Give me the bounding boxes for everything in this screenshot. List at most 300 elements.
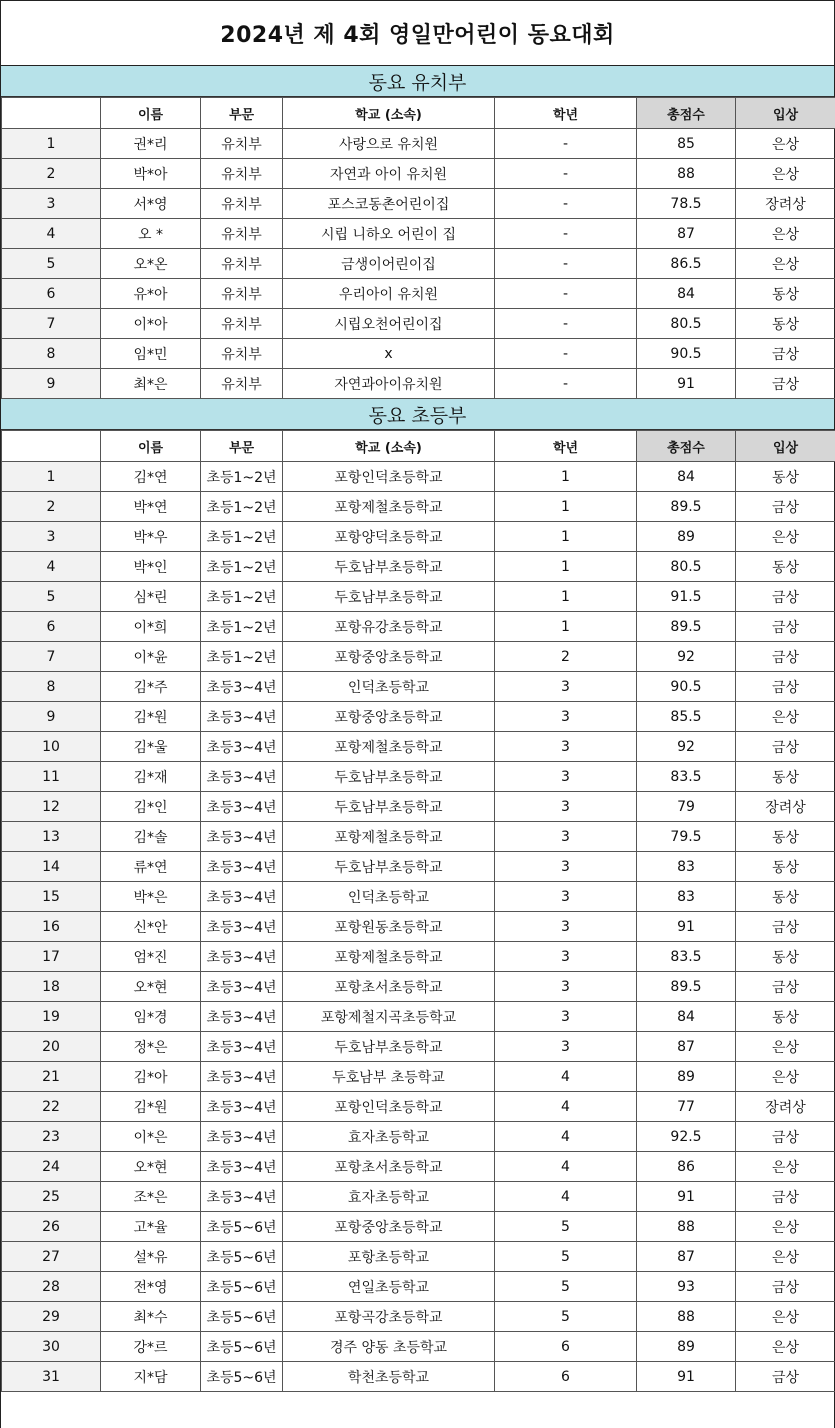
score-cell: 84 <box>637 279 736 309</box>
table-row <box>2 462 835 492</box>
name-cell: 이*아 <box>101 309 201 339</box>
table-row <box>2 942 835 972</box>
table-row <box>2 1032 835 1062</box>
award-cell: 금상 <box>736 672 835 702</box>
score-cell: 87 <box>637 1242 736 1272</box>
name-cell: 김*주 <box>101 672 201 702</box>
name-cell: 오*현 <box>101 1152 201 1182</box>
row-index: 28 <box>2 1272 101 1302</box>
score-cell: 89.5 <box>637 492 736 522</box>
division-cell: 초등5~6년 <box>201 1212 283 1242</box>
row-index: 23 <box>2 1122 101 1152</box>
division-cell: 초등3~4년 <box>201 1122 283 1152</box>
school-cell: 연일초등학교 <box>283 1272 495 1302</box>
grade-cell: 1 <box>495 492 637 522</box>
award-cell: 은상 <box>736 522 835 552</box>
school-cell: 포항인덕초등학교 <box>283 1092 495 1122</box>
division-cell: 초등3~4년 <box>201 762 283 792</box>
school-cell: 포항중앙초등학교 <box>283 702 495 732</box>
score-cell: 86.5 <box>637 249 736 279</box>
name-cell: 박*아 <box>101 159 201 189</box>
school-cell: 시립 니하오 어린이 집 <box>283 219 495 249</box>
score-cell: 91.5 <box>637 582 736 612</box>
award-cell: 장려상 <box>736 1092 835 1122</box>
score-cell: 92 <box>637 732 736 762</box>
award-cell: 금상 <box>736 492 835 522</box>
table-row <box>2 129 835 159</box>
table-row <box>2 1122 835 1152</box>
table-row <box>2 882 835 912</box>
table-row <box>2 582 835 612</box>
name-cell: 지*담 <box>101 1362 201 1392</box>
grade-cell: 1 <box>495 462 637 492</box>
division-cell: 초등3~4년 <box>201 1092 283 1122</box>
name-cell: 이*은 <box>101 1122 201 1152</box>
score-cell: 89 <box>637 1332 736 1362</box>
division-cell: 초등5~6년 <box>201 1332 283 1362</box>
school-cell: 금생이어린이집 <box>283 249 495 279</box>
grade-cell: 5 <box>495 1212 637 1242</box>
name-cell: 고*율 <box>101 1212 201 1242</box>
award-cell: 장려상 <box>736 189 835 219</box>
grade-cell: 5 <box>495 1302 637 1332</box>
school-cell: 우리아이 유치원 <box>283 279 495 309</box>
score-cell: 88 <box>637 1302 736 1332</box>
grade-cell: - <box>495 369 637 399</box>
grade-cell: - <box>495 159 637 189</box>
score-cell: 88 <box>637 159 736 189</box>
table-row <box>2 972 835 1002</box>
score-cell: 84 <box>637 462 736 492</box>
row-index: 9 <box>2 702 101 732</box>
grade-cell: 4 <box>495 1182 637 1212</box>
award-cell: 장려상 <box>736 792 835 822</box>
award-cell: 동상 <box>736 552 835 582</box>
award-cell: 금상 <box>736 582 835 612</box>
award-cell: 은상 <box>736 159 835 189</box>
grade-cell: 1 <box>495 612 637 642</box>
score-cell: 85.5 <box>637 702 736 732</box>
row-index: 22 <box>2 1092 101 1122</box>
row-index: 1 <box>2 129 101 159</box>
table-row <box>2 732 835 762</box>
table-row <box>2 612 835 642</box>
column-header: 입상 <box>736 431 835 462</box>
row-index: 29 <box>2 1302 101 1332</box>
grade-cell: - <box>495 249 637 279</box>
grade-cell: - <box>495 219 637 249</box>
award-cell: 금상 <box>736 972 835 1002</box>
award-cell: 동상 <box>736 279 835 309</box>
name-cell: 심*린 <box>101 582 201 612</box>
row-index: 10 <box>2 732 101 762</box>
grade-cell: 4 <box>495 1062 637 1092</box>
grade-cell: - <box>495 189 637 219</box>
division-cell: 초등1~2년 <box>201 642 283 672</box>
score-cell: 89 <box>637 1062 736 1092</box>
column-header: 학년 <box>495 98 637 129</box>
grade-cell: 3 <box>495 1002 637 1032</box>
row-index: 2 <box>2 492 101 522</box>
name-cell: 신*안 <box>101 912 201 942</box>
school-cell: 포항중앙초등학교 <box>283 1212 495 1242</box>
division-cell: 초등1~2년 <box>201 492 283 522</box>
name-cell: 김*인 <box>101 792 201 822</box>
score-cell: 83.5 <box>637 762 736 792</box>
school-cell: 포항제철초등학교 <box>283 942 495 972</box>
table-row <box>2 1002 835 1032</box>
row-index: 31 <box>2 1362 101 1392</box>
award-cell: 금상 <box>736 369 835 399</box>
name-cell: 최*은 <box>101 369 201 399</box>
column-header: 학교 (소속) <box>283 98 495 129</box>
results-table <box>1 97 835 399</box>
table-header-row <box>2 431 835 462</box>
school-cell: 사랑으로 유치원 <box>283 129 495 159</box>
school-cell: 두호남부초등학교 <box>283 762 495 792</box>
name-cell: 임*민 <box>101 339 201 369</box>
score-cell: 83 <box>637 852 736 882</box>
row-index: 15 <box>2 882 101 912</box>
school-cell: 포항초서초등학교 <box>283 1152 495 1182</box>
name-cell: 류*연 <box>101 852 201 882</box>
row-index: 6 <box>2 279 101 309</box>
school-cell: 포항제철초등학교 <box>283 492 495 522</box>
column-header: 학년 <box>495 431 637 462</box>
row-index: 4 <box>2 552 101 582</box>
award-cell: 금상 <box>736 912 835 942</box>
award-cell: 은상 <box>736 1152 835 1182</box>
name-cell: 오 * <box>101 219 201 249</box>
name-cell: 최*수 <box>101 1302 201 1332</box>
column-header: 부문 <box>201 431 283 462</box>
score-cell: 89 <box>637 522 736 552</box>
award-cell: 동상 <box>736 462 835 492</box>
grade-cell: 1 <box>495 522 637 552</box>
award-cell: 금상 <box>736 732 835 762</box>
score-cell: 91 <box>637 912 736 942</box>
row-index: 19 <box>2 1002 101 1032</box>
column-header: 학교 (소속) <box>283 431 495 462</box>
row-index: 21 <box>2 1062 101 1092</box>
score-cell: 79.5 <box>637 822 736 852</box>
award-cell: 동상 <box>736 762 835 792</box>
award-cell: 동상 <box>736 822 835 852</box>
division-cell: 초등3~4년 <box>201 912 283 942</box>
table-row <box>2 1242 835 1272</box>
school-cell: 포항인덕초등학교 <box>283 462 495 492</box>
school-cell: 포항양덕초등학교 <box>283 522 495 552</box>
row-index: 13 <box>2 822 101 852</box>
score-cell: 90.5 <box>637 672 736 702</box>
grade-cell: 3 <box>495 912 637 942</box>
table-row <box>2 552 835 582</box>
name-cell: 오*온 <box>101 249 201 279</box>
score-cell: 80.5 <box>637 309 736 339</box>
school-cell: 시립오천어린이집 <box>283 309 495 339</box>
division-cell: 초등3~4년 <box>201 852 283 882</box>
table-row <box>2 1092 835 1122</box>
school-cell: 포항초등학교 <box>283 1242 495 1272</box>
name-cell: 정*은 <box>101 1032 201 1062</box>
school-cell: 인덕초등학교 <box>283 672 495 702</box>
section-header: 동요 유치부 <box>1 66 834 97</box>
row-index: 3 <box>2 522 101 552</box>
name-cell: 김*원 <box>101 1092 201 1122</box>
score-cell: 84 <box>637 1002 736 1032</box>
row-index: 25 <box>2 1182 101 1212</box>
score-cell: 92.5 <box>637 1122 736 1152</box>
grade-cell: 3 <box>495 732 637 762</box>
table-row <box>2 1272 835 1302</box>
grade-cell: 4 <box>495 1092 637 1122</box>
name-cell: 설*유 <box>101 1242 201 1272</box>
school-cell: 효자초등학교 <box>283 1122 495 1152</box>
row-index: 12 <box>2 792 101 822</box>
award-cell: 금상 <box>736 1182 835 1212</box>
row-index: 27 <box>2 1242 101 1272</box>
award-cell: 동상 <box>736 882 835 912</box>
grade-cell: 1 <box>495 552 637 582</box>
name-cell: 김*연 <box>101 462 201 492</box>
division-cell: 유치부 <box>201 279 283 309</box>
division-cell: 초등3~4년 <box>201 822 283 852</box>
division-cell: 유치부 <box>201 339 283 369</box>
grade-cell: 3 <box>495 792 637 822</box>
table-row <box>2 642 835 672</box>
name-cell: 김*아 <box>101 1062 201 1092</box>
row-index: 30 <box>2 1332 101 1362</box>
table-row <box>2 309 835 339</box>
row-index: 16 <box>2 912 101 942</box>
score-cell: 83.5 <box>637 942 736 972</box>
award-cell: 은상 <box>736 1062 835 1092</box>
row-index: 8 <box>2 339 101 369</box>
score-cell: 92 <box>637 642 736 672</box>
division-cell: 초등1~2년 <box>201 612 283 642</box>
row-index: 5 <box>2 249 101 279</box>
school-cell: 포항제철초등학교 <box>283 732 495 762</box>
row-index: 20 <box>2 1032 101 1062</box>
school-cell: 포항제철지곡초등학교 <box>283 1002 495 1032</box>
column-header: 부문 <box>201 98 283 129</box>
award-cell: 은상 <box>736 1212 835 1242</box>
row-index: 1 <box>2 462 101 492</box>
award-cell: 금상 <box>736 612 835 642</box>
division-cell: 초등3~4년 <box>201 732 283 762</box>
grade-cell: 3 <box>495 822 637 852</box>
name-cell: 박*우 <box>101 522 201 552</box>
grade-cell: - <box>495 339 637 369</box>
division-cell: 유치부 <box>201 189 283 219</box>
name-cell: 엄*진 <box>101 942 201 972</box>
table-row <box>2 702 835 732</box>
division-cell: 초등3~4년 <box>201 672 283 702</box>
row-index: 5 <box>2 582 101 612</box>
table-row <box>2 159 835 189</box>
school-cell: 포스코동촌어린이집 <box>283 189 495 219</box>
division-cell: 초등5~6년 <box>201 1272 283 1302</box>
award-cell: 금상 <box>736 1272 835 1302</box>
row-index: 7 <box>2 309 101 339</box>
name-cell: 박*인 <box>101 552 201 582</box>
table-row <box>2 762 835 792</box>
award-cell: 은상 <box>736 249 835 279</box>
grade-cell: 6 <box>495 1332 637 1362</box>
column-header: 총점수 <box>637 431 736 462</box>
division-cell: 초등3~4년 <box>201 942 283 972</box>
division-cell: 초등1~2년 <box>201 582 283 612</box>
table-row <box>2 492 835 522</box>
row-index: 7 <box>2 642 101 672</box>
score-cell: 91 <box>637 1362 736 1392</box>
score-cell: 93 <box>637 1272 736 1302</box>
school-cell: 포항원동초등학교 <box>283 912 495 942</box>
award-cell: 은상 <box>736 1032 835 1062</box>
column-header: 입상 <box>736 98 835 129</box>
school-cell: 포항제철초등학교 <box>283 822 495 852</box>
name-cell: 박*은 <box>101 882 201 912</box>
grade-cell: 4 <box>495 1122 637 1152</box>
award-cell: 금상 <box>736 642 835 672</box>
division-cell: 초등3~4년 <box>201 1002 283 1032</box>
school-cell: 자연과 아이 유치원 <box>283 159 495 189</box>
school-cell: 포항중앙초등학교 <box>283 642 495 672</box>
score-cell: 83 <box>637 882 736 912</box>
school-cell: 포항초서초등학교 <box>283 972 495 1002</box>
division-cell: 유치부 <box>201 369 283 399</box>
award-cell: 동상 <box>736 1002 835 1032</box>
table-row <box>2 339 835 369</box>
score-cell: 78.5 <box>637 189 736 219</box>
table-row <box>2 249 835 279</box>
table-row <box>2 1152 835 1182</box>
division-cell: 초등3~4년 <box>201 1182 283 1212</box>
table-row <box>2 219 835 249</box>
score-cell: 87 <box>637 219 736 249</box>
award-cell: 은상 <box>736 129 835 159</box>
sections-container <box>1 66 834 1392</box>
row-index: 14 <box>2 852 101 882</box>
column-header: 총점수 <box>637 98 736 129</box>
school-cell: 인덕초등학교 <box>283 882 495 912</box>
name-cell: 이*희 <box>101 612 201 642</box>
row-index: 2 <box>2 159 101 189</box>
page-title: 2024년 제 4회 영일만어린이 동요대회 <box>1 0 834 66</box>
table-row <box>2 1062 835 1092</box>
award-cell: 동상 <box>736 852 835 882</box>
table-row <box>2 1212 835 1242</box>
school-cell: 경주 양동 초등학교 <box>283 1332 495 1362</box>
grade-cell: - <box>495 309 637 339</box>
division-cell: 초등3~4년 <box>201 702 283 732</box>
score-cell: 86 <box>637 1152 736 1182</box>
division-cell: 초등3~4년 <box>201 972 283 1002</box>
name-cell: 김*솔 <box>101 822 201 852</box>
name-cell: 전*영 <box>101 1272 201 1302</box>
score-cell: 89.5 <box>637 972 736 1002</box>
name-cell: 이*윤 <box>101 642 201 672</box>
award-cell: 은상 <box>736 1302 835 1332</box>
results-table <box>1 430 835 1392</box>
score-cell: 87 <box>637 1032 736 1062</box>
division-cell: 초등3~4년 <box>201 1152 283 1182</box>
division-cell: 초등3~4년 <box>201 1062 283 1092</box>
score-cell: 90.5 <box>637 339 736 369</box>
grade-cell: 3 <box>495 882 637 912</box>
table-row <box>2 1302 835 1332</box>
table-row <box>2 1182 835 1212</box>
division-cell: 초등3~4년 <box>201 792 283 822</box>
grade-cell: 3 <box>495 972 637 1002</box>
row-index: 26 <box>2 1212 101 1242</box>
division-cell: 유치부 <box>201 309 283 339</box>
school-cell: 자연과아이유치원 <box>283 369 495 399</box>
section-header: 동요 초등부 <box>1 399 834 430</box>
school-cell: 포항유강초등학교 <box>283 612 495 642</box>
score-cell: 91 <box>637 1182 736 1212</box>
grade-cell: 3 <box>495 672 637 702</box>
name-cell: 오*현 <box>101 972 201 1002</box>
grade-cell: 5 <box>495 1272 637 1302</box>
table-row <box>2 1332 835 1362</box>
table-header-row <box>2 98 835 129</box>
award-cell: 은상 <box>736 1242 835 1272</box>
grade-cell: 3 <box>495 942 637 972</box>
name-cell: 박*연 <box>101 492 201 522</box>
award-cell: 은상 <box>736 702 835 732</box>
division-cell: 초등5~6년 <box>201 1362 283 1392</box>
award-cell: 은상 <box>736 219 835 249</box>
division-cell: 초등1~2년 <box>201 552 283 582</box>
column-header <box>2 431 101 462</box>
school-cell: 효자초등학교 <box>283 1182 495 1212</box>
table-row <box>2 369 835 399</box>
table-row <box>2 279 835 309</box>
table-row <box>2 1362 835 1392</box>
score-cell: 85 <box>637 129 736 159</box>
table-row <box>2 522 835 552</box>
score-cell: 91 <box>637 369 736 399</box>
grade-cell: 6 <box>495 1362 637 1392</box>
division-cell: 유치부 <box>201 129 283 159</box>
award-cell: 은상 <box>736 1332 835 1362</box>
division-cell: 초등5~6년 <box>201 1302 283 1332</box>
award-cell: 금상 <box>736 1362 835 1392</box>
row-index: 18 <box>2 972 101 1002</box>
school-cell: 두호남부초등학교 <box>283 1032 495 1062</box>
school-cell: 두호남부초등학교 <box>283 792 495 822</box>
division-cell: 유치부 <box>201 219 283 249</box>
grade-cell: 4 <box>495 1152 637 1182</box>
grade-cell: 3 <box>495 762 637 792</box>
table-row <box>2 189 835 219</box>
name-cell: 김*재 <box>101 762 201 792</box>
division-cell: 유치부 <box>201 159 283 189</box>
grade-cell: 2 <box>495 642 637 672</box>
name-cell: 서*영 <box>101 189 201 219</box>
column-header: 이름 <box>101 431 201 462</box>
row-index: 8 <box>2 672 101 702</box>
school-cell: 학천초등학교 <box>283 1362 495 1392</box>
school-cell: 두호남부초등학교 <box>283 552 495 582</box>
table-row <box>2 792 835 822</box>
division-cell: 초등1~2년 <box>201 462 283 492</box>
name-cell: 김*원 <box>101 702 201 732</box>
grade-cell: 5 <box>495 1242 637 1272</box>
row-index: 11 <box>2 762 101 792</box>
school-cell: x <box>283 339 495 369</box>
